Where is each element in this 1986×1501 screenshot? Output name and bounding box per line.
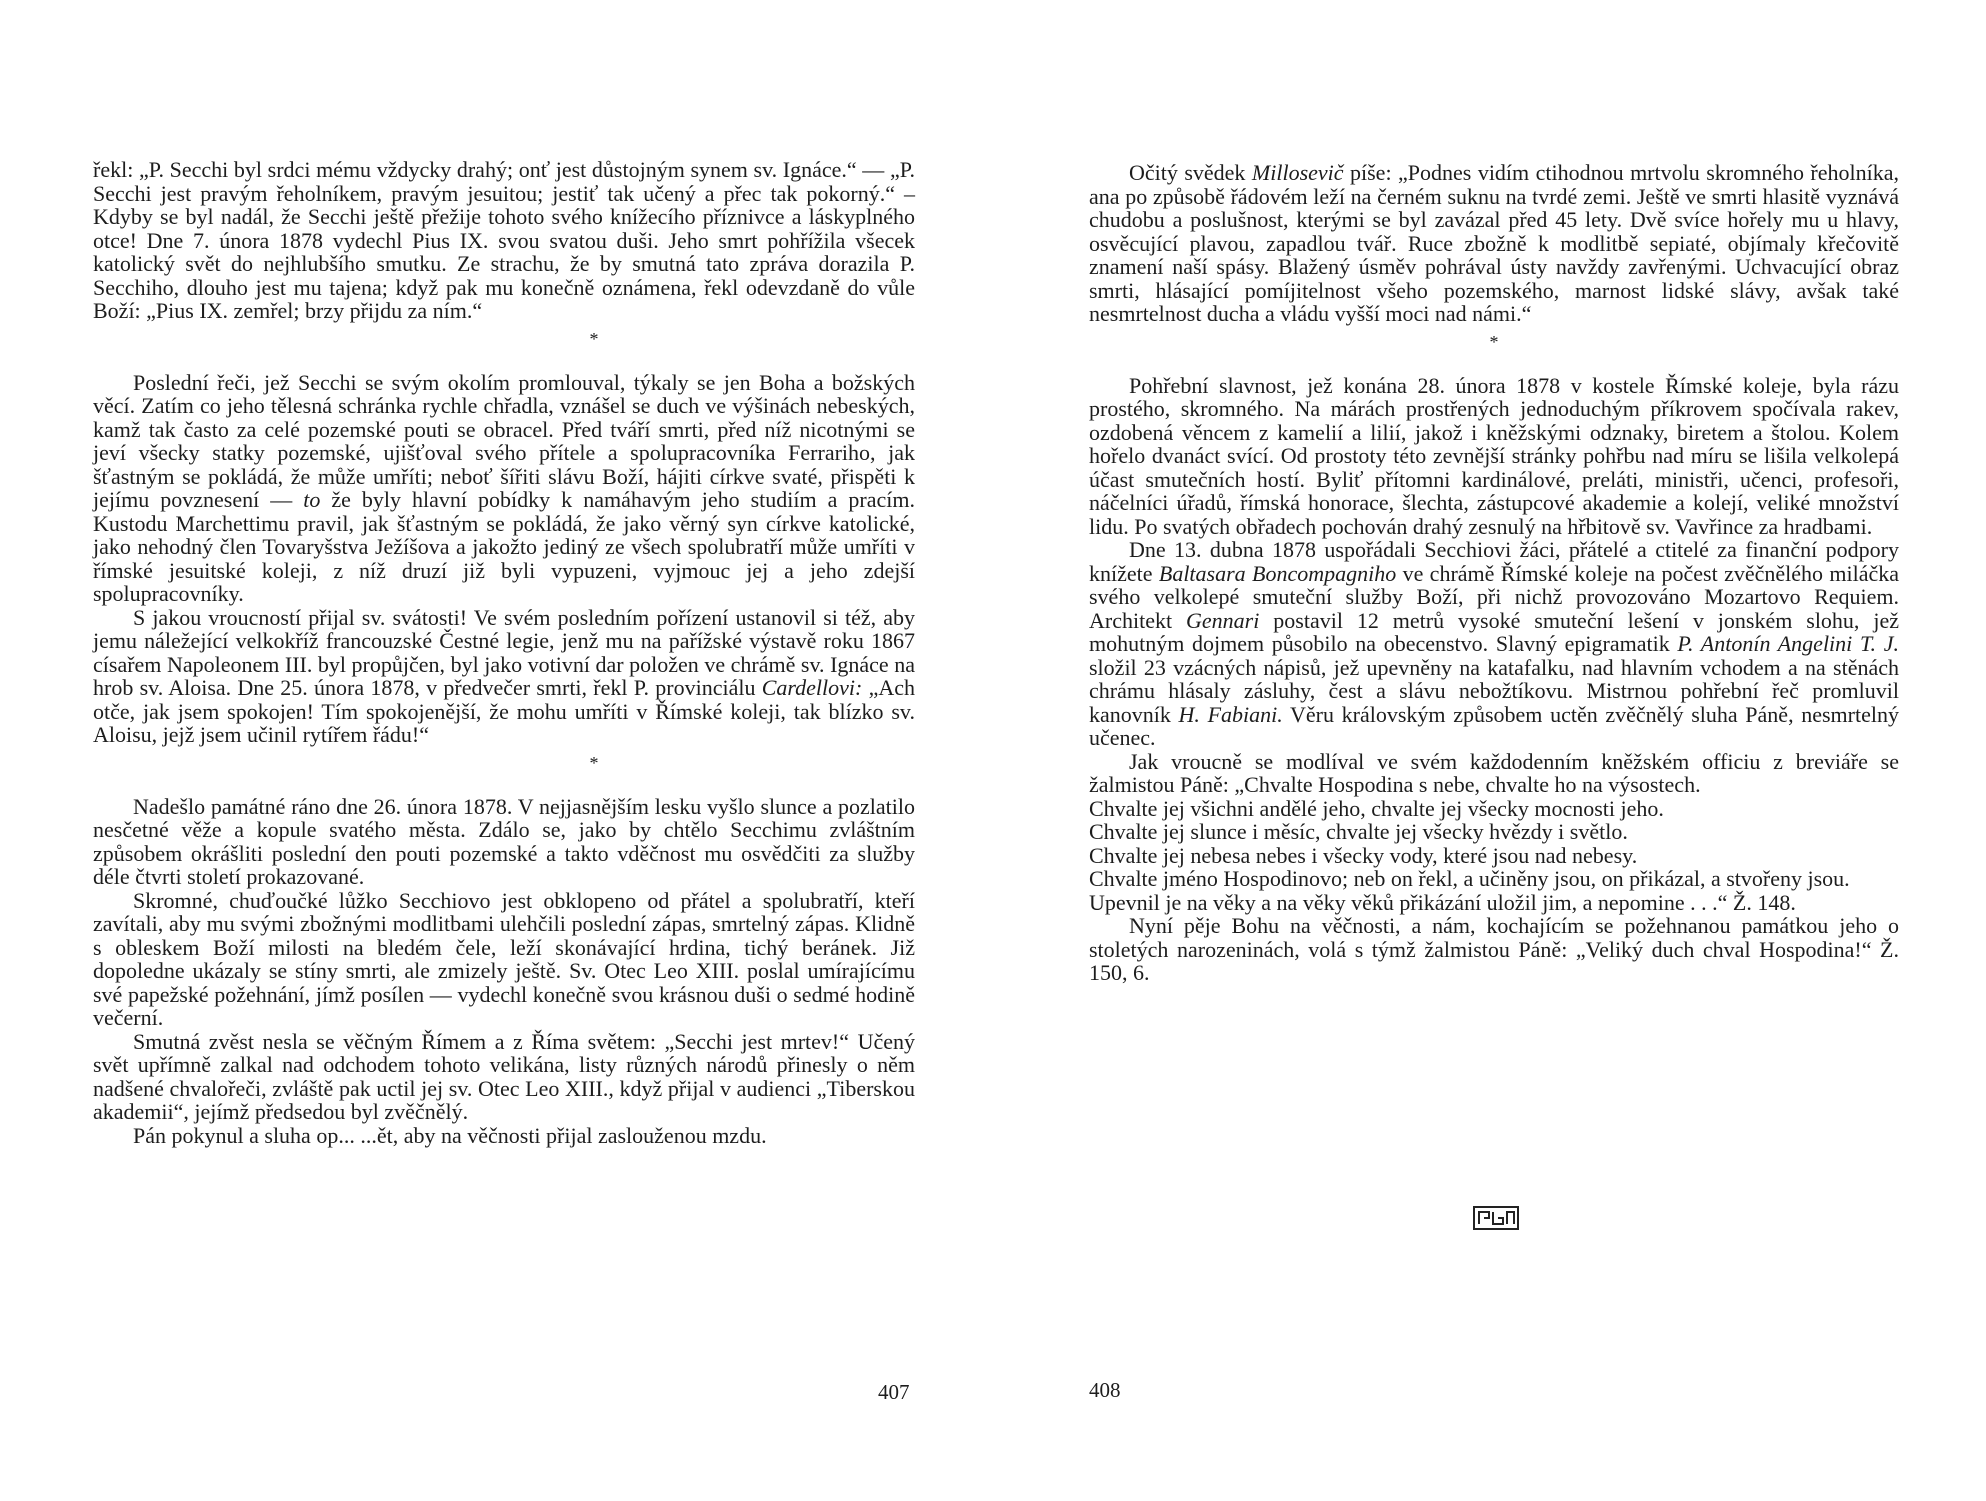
paragraph: Jak vroucně se modlíval ve svém každodenním kněžském officiu z breviáře se žalmistou Páně: „Chvalte Hospodina s nebe, chvalte ho na výsostech.	[1089, 748, 1899, 797]
page-number: 407	[878, 1380, 910, 1404]
paragraph: Očitý svědek Millosevič píše: „Podnes vidím ctihodnou mrtvolu skromného řeholníka, ana po způsobě řádovém leží na černém suknu na tvrdé zemi. Ještě ve smrti hlasitě vyznává chudobu a poslušnost, kterými se byl zavázal před 45 lety. Dvě svíce hořely mu u hlavy, osvěcující plavou, zapadlou tvář. Ruce zbožně k modlitbě sepiaté, objímaly křečovitě znamení naší spásy. Blažený úsměv pohrával ústy navždy zavřenými. Uchvacující obraz smrti, hlásající pomíjitelnost všeho pozemského, marnost lidské slávy, avšak také nesmrtelnost ducha a vládu vyšší moci nad námi.“	[1089, 160, 1900, 326]
decorative-ornament-icon	[1473, 1206, 1519, 1230]
paragraph: Nyní pěje Bohu na věčnosti, a nám, kochajícím se požehnanou památkou jeho o stoletých narozeninách, volá s týmž žalmistou Páně: „Veliký duch chval Hospodina!“ Ž. 150, 6.	[1089, 913, 1899, 985]
paragraph: Pohřební slavnost, jež konána 28. února 1878 v kostele Římské koleje, byla rázu prostého, skromného. Na márách prostřených jednoduchým příkrovem spočívala rakev, ozdobená věncem z kamelií a lilií, jakož i kněžskými odznaky, biretem a štolou. Kolem hořelo dvanáct svící. Od prostoty této zevnější stránky pohřbu nad míru se lišila velkolepá účast smutečních hostí. Byliť přítomni kardinálové, preláti, ministři, učenci, profesoři, náčelníci úřadů, římská honorace, šlechta, zástupcové akademie a kolejí, veliké množství lidu. Po svatých obřadech pochován drahý zesnulý na hřbitově sv. Vavřince za hradbami.	[1089, 372, 1899, 539]
psalm-verse: Chvalte jméno Hospodinovo; neb on řekl, a učiněny jsou, on přikázal, a stvořeny jsou.	[1089, 866, 1850, 891]
paragraph: řekl: „P. Secchi byl srdci mému vždycky drahý; onť jest důstojným synem sv. Ignáce.“ — „P. Secchi jest pravým řeholníkem, pravým jesuitou; jestiť tak učený a přec tak pokorný.“ – Kdyby se byl nadál, že Secchi ještě přežije tohoto svého knížecího příznivce a láskyplného otce! Dne 7. února 1878 vydechl Pius IX. svou svatou duši. Jeho smrt pohřížila všecek katolický svět do nejhlubšího smutku. Ze strachu, že by smutná tato zpráva dorazila P. Secchiho, dlouho jest mu tajena; když pak mu konečně oznámena, řekl odevzdaně do vůle Boží: „Pius IX. zemřel; brzy přijdu za ním.“	[93, 157, 915, 323]
right-page-text-column	[1089, 161, 1899, 985]
paragraph: Skromné, chuďoučké lůžko Secchiovo jest obklopeno od přátel a spolubratří, kteří zavítali, aby mu svými zbožnými modlitbami ulehčili poslední zápas, smrtelný zápas. Klidně s obleskem Boží milosti na bledém čele, leží skonávající hrdina, tichý beránek. Již dopoledne ukázaly se stíny smrti, ale zmizely ještě. Sv. Otec Leo XIII. poslal umírajícímu své papežské požehnání, jímž posílen — vydechl konečně svou krásnou duši o sedmé hodině večerní.	[93, 887, 915, 1030]
paragraph: Smutná zvěst nesla se věčným Římem a z Říma světem: „Secchi jest mrtev!“ Učený svět upřímně zalkal nad odchodem tohoto velikána, listy různých národů přinesly o něm nadšené chvalořeči, zvláště pak uctil jej sv. Otec Leo XIII., když přijal v audienci „Tiberskou akademii“, jejímž předsedou byl zvěčnělý.	[93, 1028, 915, 1124]
paragraph: Dne 13. dubna 1878 uspořádali Secchiovi žáci, přátelé a ctitelé za finanční podpory knížete Baltasara Boncompagniho ve chrámě Římské koleje na počest zvěčnělého miláčka svého velkolepé smuteční služby Boží, při nichž provozováno Mozartovo Requiem. Architekt Gennari postavil 12 metrů vysoké smuteční lešení v jonském slohu, jež mohutným dojmem působilo na obecenstvo. Slavný epigramatik P. Antonín Angelini T. J. složil 23 vzácných nápisů, jež upevněny na katafalku, nad hlavním vchodem a na stěnách chrámu hlásaly zásluhy, čest a slávu nebožtíkovu. Mistrnou pohřební řeč promluvil kanovník H. Fabiani. Věru královským způsobem uctěn zvěčnělý sluha Páně, nesmrtelný učenec.	[1089, 537, 1900, 750]
psalm-verse: Chvalte jej slunce i měsíc, chvalte jej všecky hvězdy i světlo.	[1089, 819, 1628, 844]
psalm-verse: Upevnil je na věky a na věky věků přikázání uložil jim, a nepomine . . .“ Ž. 148.	[1089, 889, 1796, 915]
paragraph: Poslední řeči, jež Secchi se svým okolím promlouval, týkaly se jen Boha a božských věcí. Zatím co jeho tělesná schránka rychle chřadla, vznášel se duch ve výšinách nebeských, kamž tak často za celé pozemské pouti se obracel. Před tváří smrti, před níž nicotnými se jeví všecky statky pozemské, ujišťoval svého přítele a spolupracovníka Ferrariho, jak šťastným se pokládá, že může umříti; neboť šířiti slávu Boží, hájiti církve svaté, přispěti k jejímu povznesení — to že byly hlavní pobídky k namáhavým jeho studiím a pracím. Kustodu Marchettimu pravil, jak šťastným se pokládá, že jako věrný syn církve katolické, jako nehodný člen Tovaryšstva Ježíšova a jakožto jediný ze všech spolubratří může umříti v římské jesuitské koleji, z níž druzí již byli vypuzeni, vyjmouc jej a jeho zdejší spolupracovníky.	[93, 369, 915, 606]
right-page	[993, 0, 1986, 1501]
section-separator: *	[589, 752, 599, 773]
paragraph: Nadešlo památné ráno dne 26. února 1878. V nejjasnějším lesku vyšlo slunce a pozlatilo nesčetné věže a kopule svatého města. Zdálo se, jako by chtělo Secchimu zvláštním způsobem okrášliti poslední den pouti pozemské a takto vděčnost mu osvědčiti za služby déle čtvrti století prokazované.	[93, 793, 915, 889]
left-page-text-column	[93, 158, 915, 1147]
section-separator: *	[1489, 331, 1499, 352]
psalm-verse: Chvalte jej nebesa nebes i všecky vody, které jsou nad nebesy.	[1089, 842, 1638, 868]
paragraph: S jakou vroucností přijal sv. svátosti! Ve svém posledním pořízení ustanovil si též, aby jemu náležející velkokříž francouzské Čestné legie, jenž mu na pařížské výstavě roku 1867 císařem Napoleonem III. byl propůjčen, byl jako votivní dar položen ve chrámě sv. Ignáce na hrob sv. Aloisa. Dne 25. února 1878, v předvečer smrti, řekl P. provinciálu Cardellovi: „Ach otče, jak jsem spokojen! Tím spokojenější, že mohu umříti v Římské koleji, tak blízko sv. Aloisu, jejž jsem učinil rytířem řádu!“	[93, 604, 915, 747]
page-number: 408	[1089, 1378, 1121, 1402]
psalm-verse: Chvalte jej všichni andělé jeho, chvalte jej všecky mocnosti jeho.	[1089, 795, 1664, 821]
section-separator: *	[589, 328, 599, 349]
paragraph: Pán pokynul a sluha op... ...ět, aby na věčnosti přijal zaslouženou mzdu.	[133, 1122, 767, 1148]
